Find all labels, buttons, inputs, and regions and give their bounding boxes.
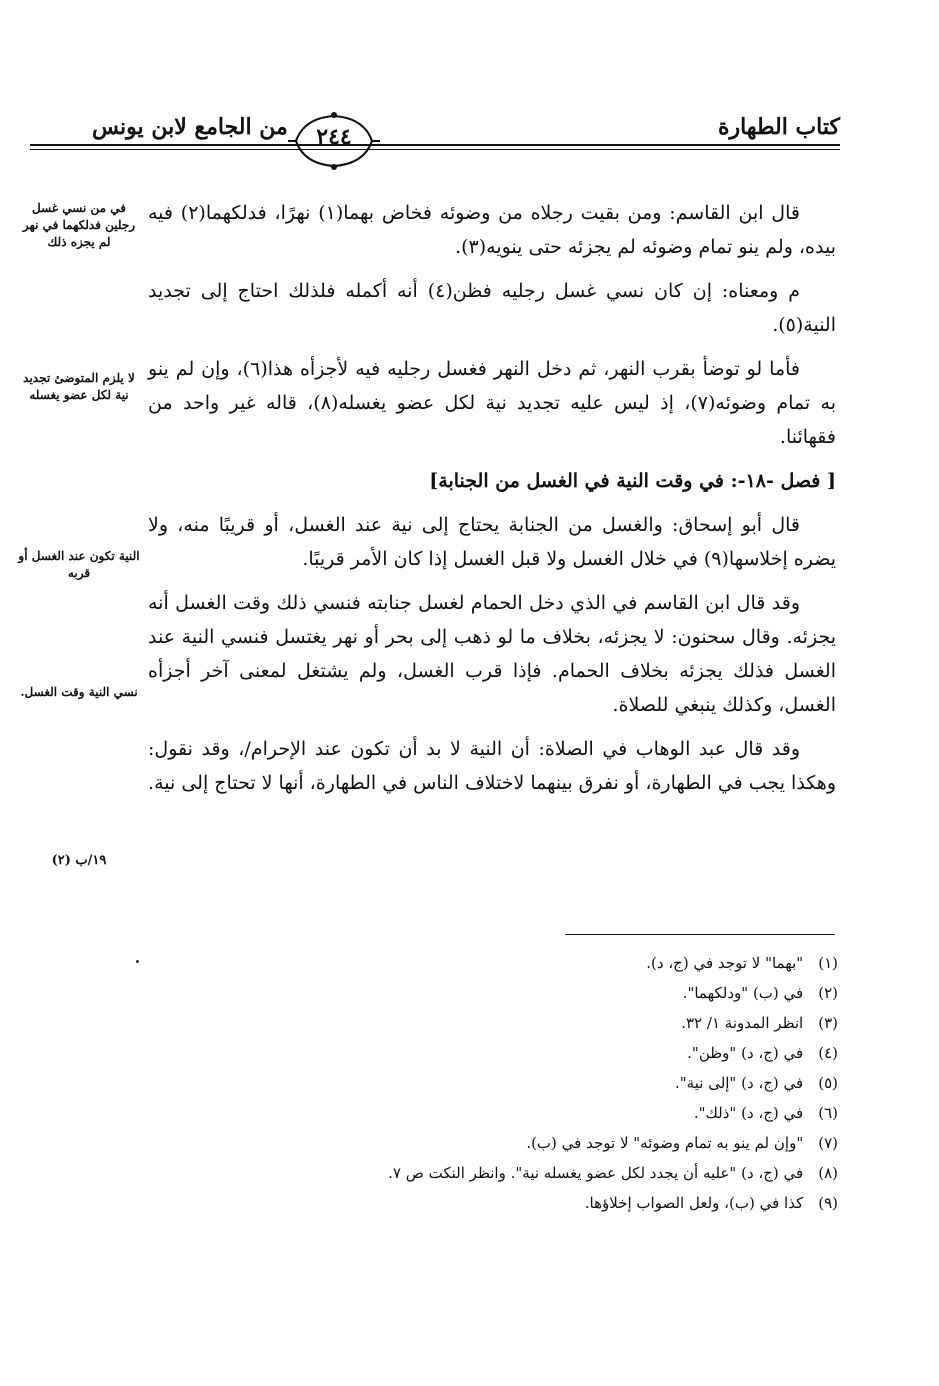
footnote-text: في (ج، د) "عليه أن يجدد لكل عضو يغسله نية". وانظر النكت ص ٧. xyxy=(388,1164,804,1182)
footnote xyxy=(250,1038,838,1068)
footnote-rule xyxy=(565,934,835,935)
footnote-text: "بهما" لا توجد في (ج، د). xyxy=(646,954,804,972)
main-text xyxy=(148,196,836,810)
book-title: كتاب الطهارة xyxy=(717,114,840,140)
footnote-number: (٣) xyxy=(818,1014,838,1032)
footnote xyxy=(250,1068,838,1098)
running-title: من الجامع لابن يونس xyxy=(92,114,288,140)
paragraph: فأما لو توضأ بقرب النهر، ثم دخل النهر فغسل رجليه فيه لأجزأه هذا(٦)، وإن لم ينو به تمام وضوئه(٧)، إذ ليس عليه تجديد نية لكل عضو يغسله(٨)، قاله غير واحد من فقهائنا. xyxy=(148,358,836,448)
footnote-number: (٧) xyxy=(818,1134,838,1152)
paragraph: قال ابن القاسم: ومن بقيت رجلاه من وضوئه فخاض بهما(١) نهرًا، فدلكهما(٢) فيه بيده، ولم ينو تمام وضوئه لم يجزئه حتى ينويه(٣). xyxy=(148,202,836,258)
footnotes xyxy=(250,948,838,1218)
footnote-text: انظر المدونة ١/ ٣٢. xyxy=(681,1014,804,1032)
paragraph: وقد قال ابن القاسم في الذي دخل الحمام لغسل جنابته فنسي ذلك وقت الغسل أنه يجزئه. وقال سحنون: لا يجزئه، بخلاف ما لو ذهب إلى بحر أو نهر يغتسل فنسي النية عند الغسل فذلك يجزئه بخلاف الحمام. فإذا قرب الغسل، ولم يشتغل لمعنى آخر أجزأه الغسل، وكذلك ينبغي للصلاة. xyxy=(148,592,836,716)
footnote-number: (٩) xyxy=(818,1194,838,1212)
margin-note: لا يلزم المتوضئ تجديد نية لكل عضو يغسله xyxy=(23,371,135,402)
footnote-text: "وإن لم ينو به تمام وضوئه" لا توجد في (ب). xyxy=(526,1134,804,1152)
page-header xyxy=(30,110,840,180)
footnote xyxy=(250,948,838,978)
paragraph: م ومعناه: إن كان نسي غسل رجليه فظن(٤) أنه أكمله فلذلك احتاج إلى تجديد النية(٥). xyxy=(148,280,836,336)
paragraph: قال أبو إسحاق: والغسل من الجنابة يحتاج إلى نية عند الغسل، أو قريبًا منه، ولا يضره إخلاسها(٩) في خلال الغسل ولا قبل الغسل إذا كان الأمر قريبًا. xyxy=(148,514,836,570)
margin-note-folio: ١٩/ب (٢) xyxy=(51,853,107,868)
footnote-text: في (ب) "ودلكهما". xyxy=(682,984,804,1002)
footnote-text: في (ج، د) "ذلك". xyxy=(693,1104,804,1122)
margin-note: نسي النية وقت الغسل. xyxy=(20,685,138,699)
page-number-ornament xyxy=(286,110,382,172)
header-rule xyxy=(30,144,840,146)
footnote xyxy=(250,978,838,1008)
margin-note: في من نسي غسل رجلين فدلكهما في نهر لم يجزه ذلك xyxy=(22,201,136,249)
header-rule-thin xyxy=(30,149,840,150)
footnote xyxy=(250,1098,838,1128)
margin-note: النية تكون عند الغسل أو قربه xyxy=(18,549,140,580)
footnote-number: (٨) xyxy=(818,1164,838,1182)
footnote xyxy=(250,1008,838,1038)
paragraph: وقد قال عبد الوهاب في الصلاة: أن النية لا بد أن تكون عند الإحرام/، وقد نقول: وهكذا يجب في الطهارة، أو نفرق بينهما لاختلاف الناس في الطهارة، أنها لا تحتاج إلى نية. xyxy=(148,738,836,794)
page-number: ٢٤٤ xyxy=(316,124,352,150)
footnote-number: (٥) xyxy=(818,1074,838,1092)
footnote-number: (٢) xyxy=(818,984,838,1002)
ink-dot xyxy=(136,960,139,963)
footnote-text: كذا في (ب)، ولعل الصواب إخلاؤها. xyxy=(584,1194,804,1212)
footnote-text: في (ج، د) "وظن". xyxy=(687,1044,804,1062)
footnote xyxy=(250,1158,838,1188)
footnote-number: (٦) xyxy=(818,1104,838,1122)
footnote-text: في (ج، د) "إلى نية". xyxy=(675,1074,804,1092)
footnote-number: (١) xyxy=(818,954,838,972)
footnote xyxy=(250,1128,838,1158)
footnote xyxy=(250,1188,838,1218)
section-heading: [ فصل -١٨-: في وقت النية في الغسل من الجنابة] xyxy=(429,470,836,492)
footnote-number: (٤) xyxy=(818,1044,838,1062)
